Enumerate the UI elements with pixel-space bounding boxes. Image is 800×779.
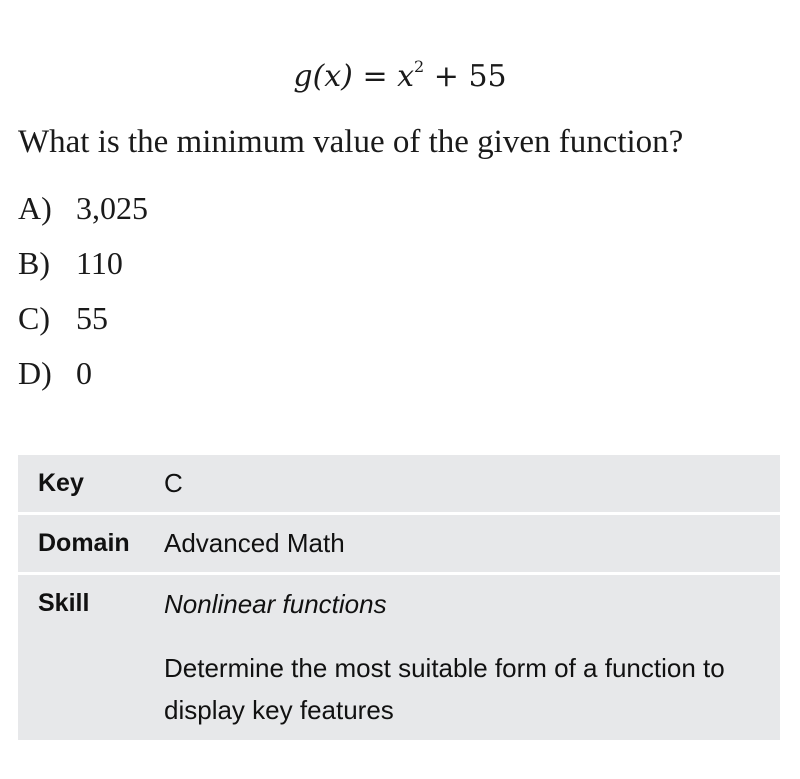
choice-d[interactable] <box>18 349 148 404</box>
skill-row <box>18 575 780 740</box>
domain-value: Advanced Math <box>164 528 345 558</box>
skill-label: Skill <box>38 589 90 617</box>
function-equation <box>0 52 800 102</box>
domain-label: Domain <box>38 529 130 557</box>
skill-value-cell <box>164 575 780 731</box>
key-value: C <box>164 468 183 498</box>
equation-base: x <box>397 59 415 94</box>
answer-choices <box>18 184 148 404</box>
choice-text: 0 <box>76 355 92 391</box>
equation-lhs: g(x) <box>293 59 353 94</box>
skill-value: Nonlinear functions <box>164 589 387 619</box>
choice-text: 110 <box>76 245 123 281</box>
choice-letter: B) <box>18 245 50 281</box>
choice-c[interactable] <box>18 294 148 349</box>
key-row <box>18 455 780 515</box>
choice-letter: C) <box>18 300 50 336</box>
choice-letter: A) <box>18 190 52 226</box>
equation-rest: + 55 <box>433 59 507 94</box>
choice-text: 3,025 <box>76 190 148 226</box>
choice-letter: D) <box>18 355 52 391</box>
choice-b[interactable] <box>18 239 148 294</box>
choice-text: 55 <box>76 300 108 336</box>
skill-description: Determine the most suitable form of a function to display key features <box>164 653 725 725</box>
question-text: What is the minimum value of the given function? <box>18 124 684 160</box>
key-label: Key <box>38 469 84 497</box>
equation-equals: = <box>362 59 388 94</box>
equation-exponent: 2 <box>414 57 425 76</box>
question-info-table <box>18 455 780 740</box>
domain-row <box>18 515 780 575</box>
choice-a[interactable] <box>18 184 148 239</box>
